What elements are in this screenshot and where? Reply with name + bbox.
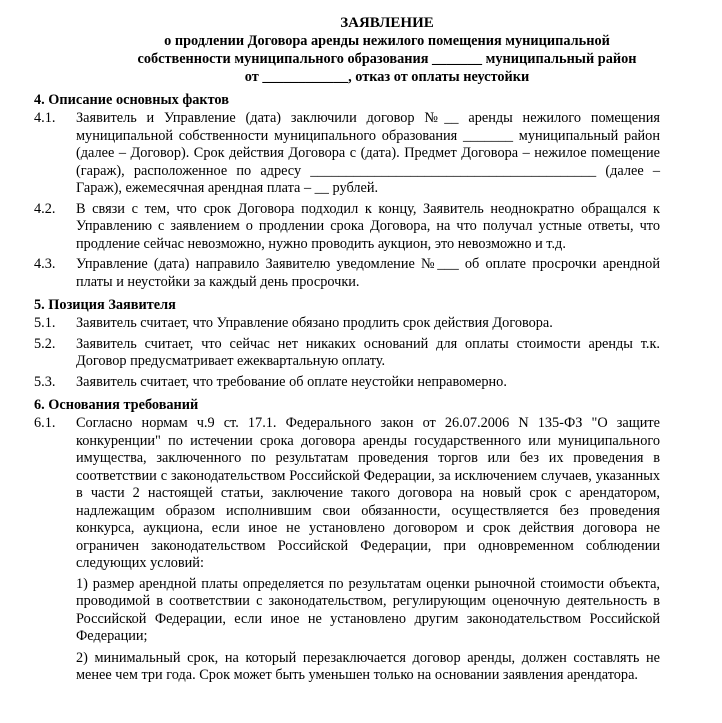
clause-4-2: [34, 201, 660, 254]
clause-5-1: [34, 315, 660, 333]
clause-5-3: [34, 374, 660, 392]
clause-number: 5.2.: [34, 335, 56, 352]
clause-5-2: [34, 336, 660, 371]
clause-text: Заявитель считает, что требование об оплате неустойки неправомерно.: [76, 373, 507, 390]
clause-text: Заявитель считает, что сейчас нет никаких оснований для оплаты стоимости аренды т.к. Договор предусматривает ежеквартальную оплату.: [76, 335, 660, 369]
document-header: [0, 0, 722, 86]
section-heading: 6. Основания требований: [34, 397, 199, 413]
section-heading: 5. Позиция Заявителя: [34, 297, 176, 313]
clause-text: Заявитель и Управление (дата) заключили договор №__ аренды нежилого помещения муниципальной собственности муниципального образования _______ муниципальный район (далее – Договор). Срок действия Договора с (дата). Предмет Договора – нежилое помещение (гараж), расположенное по адресу ________________________________________ (далее – Гараж), ежемесячная арендная плата – __ рублей.: [76, 110, 660, 196]
document-subtitle-line-3: от ____________, отказ от оплаты неустойки: [244, 69, 530, 85]
clause-4-3: [34, 256, 660, 291]
document-subtitle-line-2: собственности муниципального образования _______ муниципальный район: [137, 51, 637, 67]
clause-number: 4.1.: [34, 110, 56, 126]
section-position: [0, 295, 722, 391]
clause-number: 4.2.: [34, 200, 56, 217]
section-facts: [0, 90, 722, 291]
clause-number: 5.1.: [34, 315, 56, 331]
document-subtitle-line-1: о продлении Договора аренды нежилого помещения муниципальной: [164, 33, 610, 49]
clause-4-1: [34, 110, 660, 198]
clause-text: Заявитель считает, что Управление обязано продлить срок действия Договора.: [76, 315, 553, 331]
clause-text: Согласно нормам ч.9 ст. 17.1. Федерального закон от 26.07.2006 N 135-ФЗ "О защите конкуренции" по истечении срока договора аренды государственного или муниципального имущества, заключенного по результатам проведения торгов или без их проведения в соответствии с законодательством Российской Федерации, за исключением случаев, указанных в части 2 настоящей статьи, заключение такого договора на новый срок с арендатором, надлежащим образом исполнившим свои обязанности, осуществляется без проведения конкурса, аукциона, если иное не установлено договором и срок действия договора не ограничен законодательством Российской Федерации, при одновременном соблюдении следующих условий:: [76, 415, 660, 571]
condition-2: 2) минимальный срок, на который перезаключается договор аренды, должен составлять не менее чем три года. Срок может быть уменьшен только на основании заявления арендатора.: [76, 649, 660, 683]
section-grounds: [0, 395, 722, 685]
clause-text: В связи с тем, что срок Договора подходил к концу, Заявитель неоднократно обращался к Управлению с заявлением о продлении срока Договора, на что получал устные ответы, что продление сейчас невозможно, нужно проводить аукцион, это невозможно и т.д.: [76, 200, 660, 252]
clause-number: 5.3.: [34, 373, 56, 390]
clause-number: 6.1.: [34, 415, 56, 431]
section-heading: 4. Описание основных фактов: [34, 92, 229, 108]
clause-text: Управление (дата) направило Заявителю уведомление №___ об оплате просрочки арендной платы и неустойки за каждый день просрочки.: [76, 256, 660, 290]
clause-number: 4.3.: [34, 256, 56, 272]
clause-6-1: [34, 415, 660, 573]
condition-1: 1) размер арендной платы определяется по результатам оценки рыночной стоимости объекта, проводимой в соответствии с законодательством, регулирующим оценочную деятельность в Российской Федерации, если иное не установлено другим законодательством Российской Федерации;: [76, 575, 660, 644]
document-title: ЗАЯВЛЕНИЕ: [340, 15, 434, 31]
